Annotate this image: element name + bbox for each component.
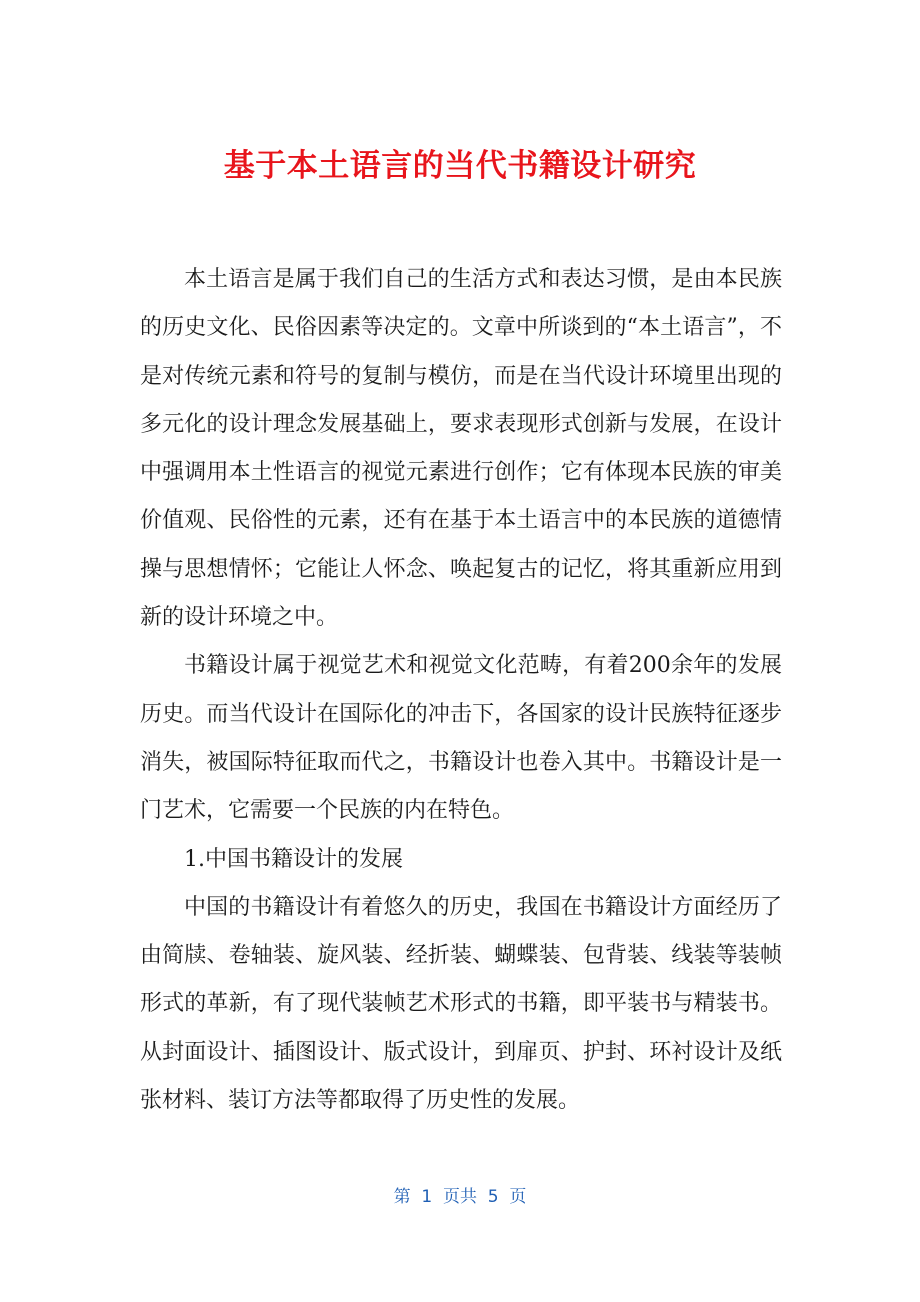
section-heading-1: 1.中国书籍设计的发展 (184, 846, 403, 872)
document-title: 基于本土语言的当代书籍设计研究 (223, 148, 697, 184)
paragraph-chinese-book-design: 中国的书籍设计有着悠久的历史，我国在书籍设计方面经历了由简牍、卷轴装、旋风装、经折装、蝴蝶装、包背装、线装等装帧形式的革新，有了现代装帧艺术形式的书籍，即平装书与精装书。从封面设计、插图设计、版式设计，到扉页、护封、环衬设计及纸张材料、装订方法等都取得了历史性的发展。 (140, 894, 782, 1114)
paragraph-local-language: 本土语言是属于我们自己的生活方式和表达习惯，是由本民族的历史文化、民俗因素等决定的。文章中所谈到的“本土语言”，不是对传统元素和符号的复制与模仿，而是在当代设计环境里出现的多元化的设计理念发展基础上，要求表现形式创新与发展，在设计中强调用本土性语言的视觉元素进行创作；它有体现本民族的审美价值观、民俗性的元素，还有在基于本土语言中的本民族的道德情操与思想情怀；它能让人怀念、唤起复古的记忆，将其重新应用到新的设计环境之中。 (140, 267, 782, 631)
document-body (140, 256, 782, 1125)
paragraph-book-design-history: 书籍设计属于视觉艺术和视觉文化范畴，有着200余年的发展历史。而当代设计在国际化的冲击下，各国家的设计民族特征逐步消失，被国际特征取而代之，书籍设计也卷入其中。书籍设计是一门艺术，它需要一个民族的内在特色。 (140, 653, 782, 824)
page-number-footer: 第 1 页共 5 页 (393, 1187, 527, 1207)
